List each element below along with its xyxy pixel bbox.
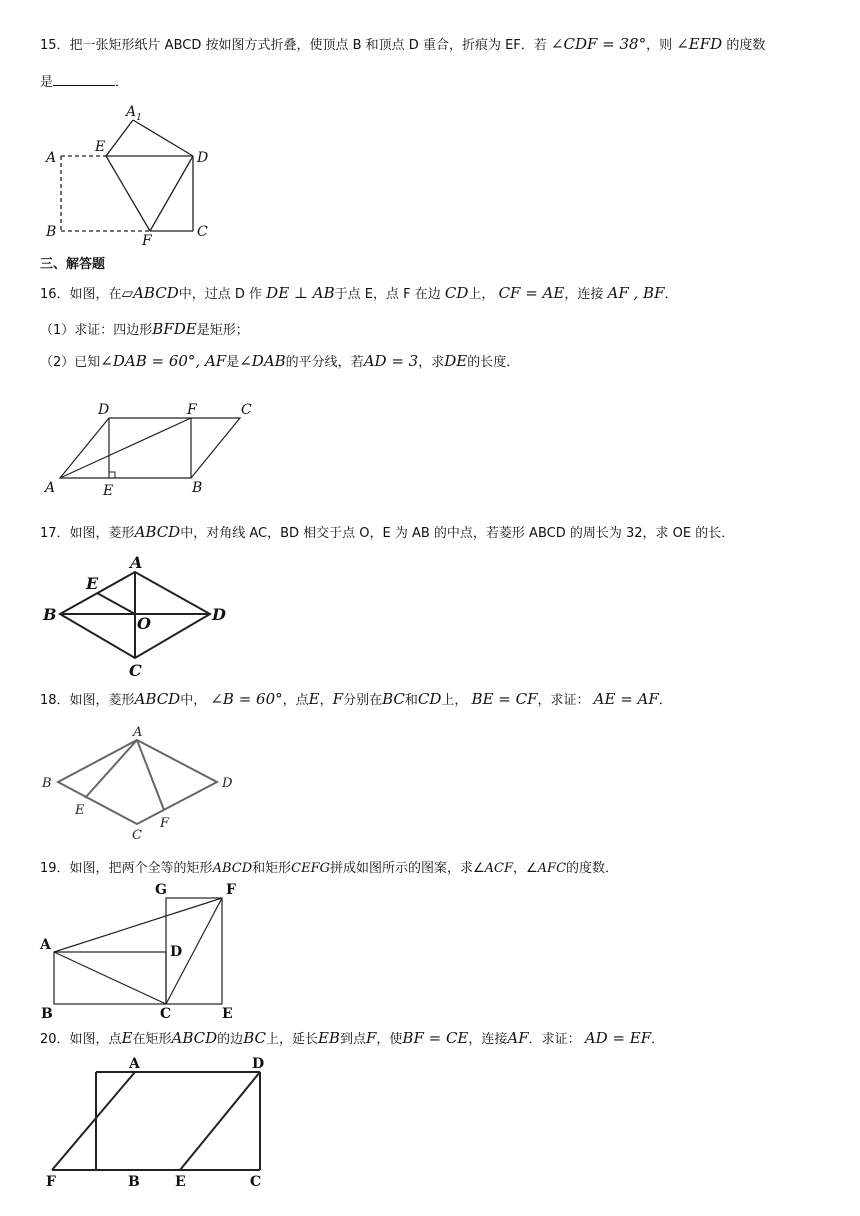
q16-part1 — [40, 320, 249, 340]
q16-part2-text: （2）已知 — [40, 355, 101, 370]
q16-label-f: F — [187, 402, 197, 418]
q20-label-e: E — [175, 1174, 186, 1190]
q18-bc: BC — [382, 690, 405, 708]
q16-part2 — [40, 352, 519, 372]
q16-text: ． — [664, 287, 678, 302]
q15-edge-ea1 — [106, 120, 133, 156]
q16-part2-text: 的平分线，若 — [285, 355, 364, 370]
q18-text: ，求证： — [537, 693, 590, 708]
q18-line1 — [40, 690, 672, 710]
q18-figure — [40, 720, 260, 843]
q15-line2-a: 是 — [40, 75, 54, 90]
q17-figure — [40, 552, 260, 682]
q16-label-a: A — [45, 480, 56, 496]
q16-label-e: E — [103, 483, 114, 499]
q18-text: 如图，菱形 — [69, 693, 135, 708]
q15-line2-b: ． — [115, 75, 129, 90]
q19-rect2: CEFG — [291, 861, 330, 876]
q15-line1 — [40, 35, 765, 55]
q16-label-c: C — [241, 402, 252, 418]
q20-text: 如图，点 — [69, 1032, 122, 1047]
q17-label-b: B — [43, 605, 57, 624]
q17-text: 如图，菱形 — [69, 526, 135, 541]
q16-parallelogram: ▱ABCD — [121, 284, 179, 302]
q16-perp: DE ⊥ AB — [266, 284, 335, 302]
q16-label-d: D — [98, 402, 110, 418]
q20-label-b: B — [128, 1174, 140, 1190]
q15-text-a: 把一张矩形纸片 ABCD 按如图方式折叠，使顶点 B 和顶点 D 重合，折痕为 EF．若 — [69, 38, 547, 53]
q15-number: 15． — [40, 38, 70, 53]
q20-label-f: F — [46, 1174, 56, 1190]
q18-segment-ae — [85, 740, 137, 798]
q16-label-b: B — [192, 480, 203, 496]
q16-af-bf: AF , BF — [607, 284, 665, 302]
q15-figure — [40, 100, 280, 250]
q19-figure — [38, 880, 278, 1020]
q18-text: 分别在 — [343, 693, 383, 708]
q16-part2-ad: AD = 3 — [363, 352, 419, 370]
q15-condition: ∠CDF = 38° — [550, 35, 647, 53]
q16-part2-tail: 的长度． — [467, 355, 520, 370]
q17-number: 17． — [40, 526, 70, 541]
q20-text: 上，延长 — [265, 1032, 318, 1047]
q17-label-d: D — [212, 605, 226, 624]
q16-part2-text: ，求 — [418, 355, 445, 370]
q20-shape: ABCD — [171, 1029, 218, 1047]
q20-figure — [40, 1052, 300, 1192]
q19-label-c: C — [160, 1006, 172, 1022]
q15-label-f: F — [142, 233, 152, 249]
q15-label-e: E — [95, 139, 106, 155]
q18-label-e: E — [75, 803, 85, 818]
q18-e: E — [308, 690, 320, 708]
q18-proof: AE = AF — [593, 690, 659, 708]
q20-text: 在矩形 — [132, 1032, 172, 1047]
q19-line1 — [40, 860, 618, 878]
q16-line1 — [40, 284, 678, 304]
q18-text: ，点 — [282, 693, 309, 708]
q15-text-b: ，则 — [646, 38, 673, 53]
q17-label-e: E — [86, 574, 99, 593]
q17-line1 — [40, 523, 734, 543]
q19-label-a: A — [40, 937, 51, 953]
q17-label-a: A — [130, 553, 143, 572]
q15-label-b: B — [46, 224, 57, 240]
q19-label-b: B — [41, 1006, 53, 1022]
q19-text: 和矩形 — [252, 861, 292, 876]
q20-text: ，连接 — [468, 1032, 508, 1047]
q15-text-c: 的度数 — [726, 38, 766, 53]
q16-text: 中，过点 D 作 — [178, 287, 263, 302]
q20-eb: EB — [317, 1029, 340, 1047]
q17-label-c: C — [129, 661, 142, 680]
q16-figure — [40, 398, 280, 508]
q18-text: ． — [658, 693, 672, 708]
q18-text: 中， — [180, 693, 207, 708]
q16-text: 上， — [468, 287, 495, 302]
q16-part2-cond: ∠DAB = 60°, AF — [100, 352, 227, 370]
q16-number: 16． — [40, 287, 70, 302]
q19-segment-af — [54, 898, 222, 952]
q16-text: 于点 E，点 F 在边 — [334, 287, 441, 302]
q16-text: ，连接 — [564, 287, 604, 302]
q20-number: 20． — [40, 1032, 70, 1047]
q20-text: ，使 — [376, 1032, 403, 1047]
q20-label-c: C — [250, 1174, 262, 1190]
q16-edge-af — [60, 418, 191, 478]
q17-shape: ABCD — [134, 523, 181, 541]
q20-segment-fa — [52, 1072, 135, 1170]
q18-cd: CD — [417, 690, 442, 708]
q19-rect1: ABCD — [212, 861, 253, 876]
q18-segment-af — [137, 740, 164, 810]
q18-label-d: D — [222, 776, 233, 791]
q20-text: 到点 — [339, 1032, 366, 1047]
q19-angle2: AFC — [537, 861, 567, 876]
q18-text: 和 — [404, 693, 418, 708]
q16-cd: CD — [444, 284, 469, 302]
q19-segment-ac — [54, 952, 166, 1004]
q18-label-c: C — [132, 828, 142, 843]
q18-eq: BE = CF — [471, 690, 538, 708]
q17-segment-oe — [97, 593, 135, 614]
q18-shape: ABCD — [134, 690, 181, 708]
q16-part1-tail: 是矩形； — [196, 323, 249, 338]
q15-label-a1: $A_1$ — [126, 104, 142, 123]
q19-text: 的度数． — [566, 861, 619, 876]
q18-label-f: F — [160, 816, 170, 831]
q20-text: ．求证： — [528, 1032, 581, 1047]
q20-text: 的边 — [217, 1032, 244, 1047]
q15-label-d: D — [197, 150, 209, 166]
q16-right-angle-mark — [109, 472, 115, 478]
q18-angle: ∠B = 60° — [210, 690, 283, 708]
q16-text: 如图，在 — [69, 287, 122, 302]
q20-proof: AD = EF — [584, 1029, 652, 1047]
q19-text: 拼成如图所示的图案，求∠ — [329, 861, 485, 876]
q20-af: AF — [507, 1029, 529, 1047]
q16-part1-shape: BFDE — [152, 320, 197, 338]
q15-label-c: C — [197, 224, 208, 240]
q18-number: 18． — [40, 693, 70, 708]
q20-label-a: A — [129, 1056, 140, 1072]
q20-segment-ed — [180, 1072, 260, 1170]
q18-f: F — [332, 690, 344, 708]
q19-text: ，∠ — [513, 861, 538, 876]
q16-parallelogram-shape — [60, 418, 240, 478]
q15-edge-a1d — [133, 120, 193, 156]
q19-label-g: G — [155, 882, 167, 898]
q18-label-a: A — [133, 725, 143, 740]
q17-text: 中，对角线 AC，BD 相交于点 O，E 为 AB 的中点，若菱形 ABCD 的周长为 32，求 OE 的长． — [180, 526, 735, 541]
q19-angle1: ACF — [484, 861, 513, 876]
q17-label-o: O — [137, 614, 151, 633]
q19-number: 19． — [40, 861, 70, 876]
q20-text: ． — [651, 1032, 665, 1047]
q20-e: E — [121, 1029, 133, 1047]
q16-part2-text: 是 — [226, 355, 240, 370]
q18-text: ， — [319, 693, 333, 708]
q19-text: 如图，把两个全等的矩形 — [69, 861, 213, 876]
q16-eq: CF = AE — [498, 284, 565, 302]
q15-angle: ∠EFD — [676, 35, 723, 53]
q20-line1 — [40, 1029, 664, 1049]
q15-edge-fd — [150, 156, 193, 231]
answer-blank[interactable] — [53, 72, 115, 86]
q15-edge-ef — [106, 156, 150, 231]
q18-label-b: B — [42, 776, 52, 791]
q18-text: 上， — [441, 693, 468, 708]
q16-part2-de: DE — [444, 352, 468, 370]
section-title: 三、解答题 — [40, 257, 106, 272]
q20-label-d: D — [252, 1056, 265, 1072]
q15-line2 — [40, 72, 128, 92]
q19-label-d: D — [170, 944, 183, 960]
q15-label-a: A — [46, 150, 57, 166]
q19-label-f: F — [226, 882, 236, 898]
q16-part1-text: （1）求证：四边形 — [40, 323, 153, 338]
q20-bc: BC — [243, 1029, 266, 1047]
q19-label-e: E — [222, 1006, 233, 1022]
q20-eq: BF = CE — [402, 1029, 469, 1047]
q20-f: F — [365, 1029, 377, 1047]
q16-part2-angle: ∠DAB — [239, 352, 286, 370]
